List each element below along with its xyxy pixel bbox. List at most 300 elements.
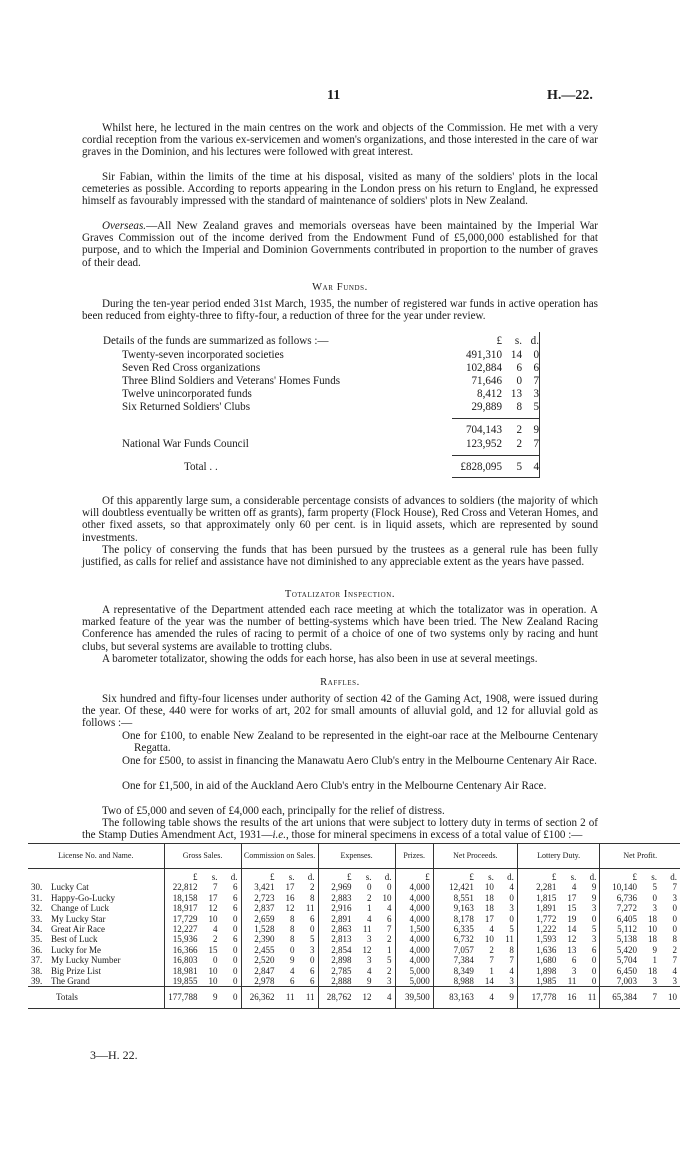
license-name: My Lucky Number xyxy=(51,955,121,966)
pounds-value: 1,898 xyxy=(536,965,557,976)
money-cell xyxy=(600,934,680,944)
prizes-value: 4,000 xyxy=(395,903,433,913)
fund-pounds: 491,310 xyxy=(465,349,502,361)
units-cell: £ xyxy=(395,869,433,883)
pounds-value: 2,978 xyxy=(254,976,275,987)
pounds-value: 6,405 xyxy=(616,913,637,924)
shillings-value: 1 xyxy=(367,903,372,914)
license-number: 34. xyxy=(31,924,43,935)
heading-war-funds: War Funds. xyxy=(312,282,368,293)
pounds-value: 2,785 xyxy=(331,965,352,976)
paragraph-totalizator: A representative of the Department attended each race meeting at which the totalizator was in operation. A marked feature of the year was the number of betting-systems which have been tried. The New Zealand Racing Conference has amended the rules of racing to permit of a choice of one of two systems only by racing and hunt clubs, but several systems are available to trotting clubs. xyxy=(82,604,598,653)
paragraph-two-of: Two of £5,000 and seven of £4,000 each, principally for the relief of distress. xyxy=(102,805,445,817)
money-cell xyxy=(517,882,600,892)
shillings-value: 1 xyxy=(489,965,494,976)
unit-shillings: s. xyxy=(514,335,522,347)
total-rule-top xyxy=(452,455,540,456)
money-cell xyxy=(164,966,241,976)
shillings-value: 0 xyxy=(213,955,218,966)
total-shillings: 5 xyxy=(516,461,522,473)
units-cell xyxy=(164,869,241,883)
table-body xyxy=(28,869,680,1008)
fund-row xyxy=(122,362,598,374)
shillings-value: 19 xyxy=(567,913,577,924)
shillings-value: 15 xyxy=(208,944,218,955)
shillings-value: 0 xyxy=(652,892,657,903)
shillings-value: 14 xyxy=(484,976,494,987)
pence-value: 4 xyxy=(387,903,392,914)
license-name-cell xyxy=(28,955,164,965)
fund-label: Three Blind Soldiers and Veterans' Homes Funds xyxy=(122,375,341,387)
pounds-value: 2,659 xyxy=(254,913,275,924)
pounds-value: 6,450 xyxy=(616,965,637,976)
money-cell xyxy=(241,903,318,913)
shillings-value: 15 xyxy=(567,903,577,914)
shillings-value: 8 xyxy=(290,913,295,924)
pence-value: 6 xyxy=(310,965,315,976)
pounds-value: 8,551 xyxy=(453,892,474,903)
fund-shillings: 0 xyxy=(516,375,522,387)
pence-value: 6 xyxy=(387,913,392,924)
pounds-value: 6,335 xyxy=(453,924,474,935)
shillings-value: 10 xyxy=(208,976,218,987)
license-name: Great Air Race xyxy=(51,924,105,935)
pence-value: 6 xyxy=(233,903,238,914)
money-cell xyxy=(241,893,318,903)
money-cell xyxy=(600,893,680,903)
pounds-value: 18,917 xyxy=(172,903,198,914)
license-number: 30. xyxy=(31,882,43,893)
unit-shillings: s. xyxy=(365,872,372,882)
units-blank xyxy=(28,869,164,883)
fund-pounds: 102,884 xyxy=(465,362,502,374)
council-label: National War Funds Council xyxy=(122,438,249,450)
table-row xyxy=(28,924,680,934)
unit-pence: d. xyxy=(230,872,238,882)
pounds-value: 1,891 xyxy=(536,903,557,914)
pounds-value: 1,772 xyxy=(536,913,557,924)
pounds-value: 2,837 xyxy=(254,903,275,914)
money-cell xyxy=(241,987,318,1008)
pounds-value: 2,854 xyxy=(331,944,352,955)
prizes-value: 5,000 xyxy=(395,966,433,976)
paragraph-barometer: A barometer totalizator, showing the odds for each horse, has also been in use at several meetings. xyxy=(102,653,538,665)
pounds-value: 5,420 xyxy=(616,944,637,955)
pence-value: 11 xyxy=(305,992,315,1003)
money-cell xyxy=(517,976,600,987)
pence-value: 0 xyxy=(387,882,392,893)
units-cell xyxy=(600,869,680,883)
pounds-value: 12,421 xyxy=(449,882,474,893)
pounds-value: 2,898 xyxy=(331,955,352,966)
money-cell xyxy=(433,924,517,934)
pence-value: 2 xyxy=(387,965,392,976)
pence-value: 0 xyxy=(591,965,597,976)
money-cell xyxy=(241,924,318,934)
license-name: Lucky Cat xyxy=(51,882,89,893)
paragraph-table-intro xyxy=(82,817,598,841)
shillings-value: 14 xyxy=(567,924,577,935)
money-cell xyxy=(433,914,517,924)
pounds-value: 1,222 xyxy=(536,924,557,935)
pence-value: 2 xyxy=(672,944,677,955)
pounds-value: 65,384 xyxy=(612,992,637,1003)
unit-pounds: £ xyxy=(551,872,557,882)
pounds-value: 10,140 xyxy=(612,882,637,893)
table-intro-a: The following table shows the results of the art unions that were subject to lottery duty in terms of section 2 of the Stamp Duties Amendment Act, 1931— xyxy=(82,817,598,842)
fund-pence: 0 xyxy=(533,349,539,361)
table-row xyxy=(28,976,680,987)
pounds-value: 12,227 xyxy=(172,924,198,935)
pence-value: 0 xyxy=(233,944,238,955)
license-name-cell xyxy=(28,893,164,903)
overseas-label: Overseas. xyxy=(102,220,147,232)
fund-shillings: 8 xyxy=(516,401,522,413)
unit-pence: d. xyxy=(589,872,597,882)
shillings-value: 4 xyxy=(213,924,218,935)
money-cell xyxy=(164,987,241,1008)
fund-label: Twelve unincorporated funds xyxy=(122,388,252,400)
unit-pence: d. xyxy=(530,335,539,347)
license-name-cell xyxy=(28,903,164,913)
pence-value: 0 xyxy=(233,992,238,1003)
table-row xyxy=(28,882,680,892)
pounds-value: 5,704 xyxy=(616,955,637,966)
pence-value: 6 xyxy=(233,934,238,945)
money-cell xyxy=(433,955,517,965)
table-row xyxy=(28,903,680,913)
pounds-value: 2,863 xyxy=(331,924,352,935)
shillings-value: 12 xyxy=(285,903,295,914)
paragraph-large-sum: Of this apparently large sum, a considerable percentage consists of advances to soldiers (the majority of which will doubtless eventually be written off as grants), farm property (Flock House), Red Cross and Veteran Homes, and other fixed assets, so that approximately only 60 per cent. is in liquid assets, which are represented by sound investments. xyxy=(82,495,598,544)
money-cell xyxy=(318,882,395,892)
money-cell xyxy=(318,966,395,976)
pence-value: 4 xyxy=(509,965,514,976)
pence-value: 5 xyxy=(591,924,597,935)
shillings-value: 10 xyxy=(208,913,218,924)
pounds-value: 26,362 xyxy=(249,992,275,1003)
shillings-value: 7 xyxy=(652,992,657,1003)
shillings-value: 18 xyxy=(648,934,657,945)
table-row xyxy=(28,893,680,903)
col-expenses: Expenses. xyxy=(318,844,395,869)
money-cell xyxy=(164,945,241,955)
pounds-value: 2,813 xyxy=(331,934,352,945)
subtotal-rule xyxy=(452,418,540,419)
prizes-value: 4,000 xyxy=(395,945,433,955)
money-cell xyxy=(433,903,517,913)
shillings-value: 3 xyxy=(571,965,577,976)
unit-pence: d. xyxy=(670,872,677,882)
pence-value: 11 xyxy=(305,903,315,914)
paragraph-lectures: Whilst here, he lectured in the main centres on the work and objects of the Commission. He met with a very cordial reception from the various ex-servicemen and women's organizations, and those interested in the care of war graves in the Dominion, and his lectures were followed with great interest. xyxy=(82,122,598,159)
pence-value: 0 xyxy=(233,965,238,976)
table-row xyxy=(28,966,680,976)
subtotal-pounds: 704,143 xyxy=(465,424,502,436)
money-cell xyxy=(433,987,517,1008)
art-unions-table xyxy=(28,843,680,1009)
money-cell xyxy=(241,934,318,944)
money-cell xyxy=(433,945,517,955)
fund-shillings: 14 xyxy=(510,349,522,361)
license-number: 31. xyxy=(31,892,43,903)
pounds-value: 2,520 xyxy=(254,955,275,966)
money-cell xyxy=(433,966,517,976)
fund-pence: 5 xyxy=(533,401,539,413)
license-name-cell xyxy=(28,914,164,924)
license-number: 37. xyxy=(31,955,43,966)
paragraph-war-funds: During the ten-year period ended 31st March, 1935, the number of registered war funds in active operation has been reduced from eighty-three to fifty-four, a reduction of three for the year under review. xyxy=(82,298,598,323)
money-cell xyxy=(164,893,241,903)
pounds-value: 7,384 xyxy=(453,955,474,966)
pounds-value: 7,057 xyxy=(453,944,474,955)
license-name-cell xyxy=(28,934,164,944)
pence-value: 10 xyxy=(668,992,677,1003)
raffle-item-text: One for £100, to enable New Zealand to be represented in the eight-oar race at the Melbourne Centenary Regatta. xyxy=(122,730,598,755)
pence-value: 0 xyxy=(591,976,597,987)
shillings-value: 18 xyxy=(484,892,494,903)
money-cell xyxy=(164,976,241,987)
total-pence: 4 xyxy=(533,461,539,473)
fund-row xyxy=(122,388,598,400)
pounds-value: 177,788 xyxy=(168,992,198,1003)
subtotal-shillings: 2 xyxy=(516,424,522,436)
unit-pence: d. xyxy=(507,872,514,882)
money-cell xyxy=(517,924,600,934)
pence-value: 0 xyxy=(233,924,238,935)
fund-pounds: 71,646 xyxy=(471,375,502,387)
money-cell xyxy=(600,903,680,913)
pence-value: 9 xyxy=(509,992,514,1003)
prizes-value: 4,000 xyxy=(395,893,433,903)
pounds-value: 1,528 xyxy=(254,924,275,935)
license-number: 38. xyxy=(31,965,43,976)
money-cell xyxy=(600,914,680,924)
fund-pence: 7 xyxy=(533,375,539,387)
shillings-value: 18 xyxy=(648,913,657,924)
total-rule-bottom xyxy=(452,477,540,478)
pence-value: 8 xyxy=(672,934,677,945)
prizes-value: 4,000 xyxy=(395,955,433,965)
pounds-value: 7,272 xyxy=(616,903,637,914)
funds-intro: Details of the funds are summarized as follows :— xyxy=(103,335,329,347)
pence-value: 0 xyxy=(672,924,677,935)
fund-label: Six Returned Soldiers' Clubs xyxy=(122,401,251,413)
pounds-value: 16,366 xyxy=(172,944,198,955)
pence-value: 7 xyxy=(387,924,392,935)
money-cell xyxy=(164,955,241,965)
pence-value: 3 xyxy=(591,903,597,914)
prizes-total: 39,500 xyxy=(395,987,433,1008)
pence-value: 2 xyxy=(310,882,315,893)
total-label: Total . . xyxy=(184,461,218,473)
money-cell xyxy=(241,955,318,965)
money-cell xyxy=(600,966,680,976)
pence-value: 6 xyxy=(310,913,315,924)
funds-right-rule xyxy=(539,332,540,477)
fund-shillings: 6 xyxy=(516,362,522,374)
pounds-value: 6,736 xyxy=(616,892,637,903)
shillings-value: 16 xyxy=(567,992,577,1003)
license-number: 33. xyxy=(31,913,43,924)
pence-value: 9 xyxy=(591,892,597,903)
unit-shillings: s. xyxy=(288,872,295,882)
fund-row xyxy=(122,349,598,361)
money-cell xyxy=(318,934,395,944)
shillings-value: 4 xyxy=(367,913,372,924)
pounds-value: 5,112 xyxy=(617,924,637,935)
page-number: 11 xyxy=(327,88,341,103)
money-cell xyxy=(164,914,241,924)
pounds-value: 2,891 xyxy=(331,913,352,924)
license-name: My Lucky Star xyxy=(51,913,106,924)
shillings-value: 3 xyxy=(652,976,657,987)
license-name-cell xyxy=(28,966,164,976)
unit-pounds: £ xyxy=(193,872,198,882)
money-cell xyxy=(517,934,600,944)
money-cell xyxy=(241,882,318,892)
pence-value: 11 xyxy=(587,992,597,1003)
pence-value: 6 xyxy=(591,944,597,955)
pounds-value: 17,778 xyxy=(531,992,557,1003)
pence-value: 5 xyxy=(387,955,392,966)
fund-shillings: 13 xyxy=(510,388,522,400)
shillings-value: 4 xyxy=(489,992,494,1003)
shillings-value: 4 xyxy=(290,965,295,976)
money-cell xyxy=(318,976,395,987)
pounds-value: 2,390 xyxy=(254,934,275,945)
shillings-value: 1 xyxy=(652,955,657,966)
prizes-value: 4,000 xyxy=(395,882,433,892)
col-commission: Commission on Sales. xyxy=(241,844,318,869)
unit-shillings: s. xyxy=(488,872,494,882)
pence-value: 5 xyxy=(310,934,315,945)
pounds-value: 17,729 xyxy=(172,913,198,924)
pence-value: 11 xyxy=(505,934,514,945)
shillings-value: 8 xyxy=(290,924,295,935)
shillings-value: 17 xyxy=(484,913,494,924)
pence-value: 3 xyxy=(672,976,677,987)
license-name: Big Prize List xyxy=(51,965,101,976)
shillings-value: 4 xyxy=(367,965,372,976)
money-cell xyxy=(318,903,395,913)
shillings-value: 10 xyxy=(208,965,218,976)
shillings-value: 16 xyxy=(285,892,295,903)
shillings-value: 17 xyxy=(567,892,577,903)
pounds-value: 8,178 xyxy=(453,913,474,924)
col-net-proceeds: Net Proceeds. xyxy=(433,844,517,869)
paragraph-sir-fabian: Sir Fabian, within the limits of the time at his disposal, visited as many of the soldiers' plots in the local cemeteries as possible. According to reports appearing in the London press on his return to England, he expressed himself as favourably impressed with the standard of maintenance of soldiers' plots in New Zealand. xyxy=(82,171,598,208)
money-cell xyxy=(600,882,680,892)
table-intro-ie: i.e. xyxy=(272,829,286,842)
pence-value: 7 xyxy=(509,955,514,966)
col-gross: Gross Sales. xyxy=(164,844,241,869)
pence-value: 3 xyxy=(591,934,597,945)
pounds-value: 1,593 xyxy=(536,934,557,945)
pence-value: 0 xyxy=(509,913,514,924)
heading-totalizator: Totalizator Inspection. xyxy=(284,589,396,600)
pounds-value: 1,815 xyxy=(536,892,557,903)
unit-shillings: s. xyxy=(570,872,577,882)
paragraph-overseas xyxy=(82,220,598,269)
fund-label: Seven Red Cross organizations xyxy=(122,362,261,374)
pounds-value: 16,803 xyxy=(172,955,198,966)
subtotal-pence: 9 xyxy=(533,424,539,436)
pounds-value: 22,812 xyxy=(172,882,198,893)
pounds-value: 1,636 xyxy=(536,944,557,955)
units-cell xyxy=(433,869,517,883)
raffle-item xyxy=(122,780,598,792)
license-name-cell xyxy=(28,976,164,987)
license-number: 32. xyxy=(31,903,43,914)
money-cell xyxy=(433,934,517,944)
pounds-value: 3,421 xyxy=(254,882,275,893)
pounds-value: 18,981 xyxy=(172,965,198,976)
money-cell xyxy=(517,987,600,1008)
money-cell xyxy=(241,914,318,924)
table-units-row xyxy=(28,869,680,883)
shillings-value: 3 xyxy=(367,934,372,945)
col-prizes: Prizes. xyxy=(395,844,433,869)
pence-value: 3 xyxy=(672,892,677,903)
shillings-value: 12 xyxy=(362,944,372,955)
table-totals-row xyxy=(28,987,680,1008)
shillings-value: 17 xyxy=(208,892,218,903)
pence-value: 6 xyxy=(233,882,238,893)
prizes-value: 4,000 xyxy=(395,914,433,924)
council-pounds: 123,952 xyxy=(465,438,502,450)
table-row xyxy=(28,955,680,965)
shillings-value: 9 xyxy=(290,955,295,966)
unit-pounds: £ xyxy=(270,872,275,882)
table-row xyxy=(28,934,680,944)
money-cell xyxy=(600,924,680,934)
document-reference: H.—22. xyxy=(547,88,593,103)
money-cell xyxy=(600,945,680,955)
money-cell xyxy=(433,976,517,987)
pounds-value: 8,988 xyxy=(453,976,474,987)
pence-value: 1 xyxy=(387,944,392,955)
pence-value: 9 xyxy=(591,882,597,893)
pounds-value: 5,138 xyxy=(616,934,637,945)
raffle-item-text: One for £1,500, in aid of the Auckland Aero Club's entry in the Melbourne Centenary Air Race. xyxy=(122,780,547,792)
shillings-value: 12 xyxy=(362,992,372,1003)
prizes-value: 5,000 xyxy=(395,976,433,987)
pounds-value: 9,163 xyxy=(453,903,474,914)
pence-value: 0 xyxy=(591,955,597,966)
money-cell xyxy=(517,914,600,924)
subtotal-row xyxy=(122,424,598,436)
pounds-value: 83,163 xyxy=(449,992,474,1003)
license-name: Best of Luck xyxy=(51,934,98,945)
shillings-value: 2 xyxy=(213,934,218,945)
heading-raffles: Raffles. xyxy=(320,677,360,688)
money-cell xyxy=(318,914,395,924)
pence-value: 0 xyxy=(672,913,677,924)
pence-value: 2 xyxy=(387,934,392,945)
table-intro-b: , those for mineral specimens in excess of a total value of £100 :— xyxy=(286,829,583,842)
shillings-value: 9 xyxy=(213,992,218,1003)
units-cell xyxy=(241,869,318,883)
money-cell xyxy=(517,955,600,965)
pence-value: 3 xyxy=(509,976,514,987)
pounds-value: 18,158 xyxy=(172,892,198,903)
shillings-value: 11 xyxy=(567,976,577,987)
pence-value: 0 xyxy=(233,976,238,987)
money-cell xyxy=(241,966,318,976)
pence-value: 6 xyxy=(310,976,315,987)
shillings-value: 4 xyxy=(489,924,494,935)
